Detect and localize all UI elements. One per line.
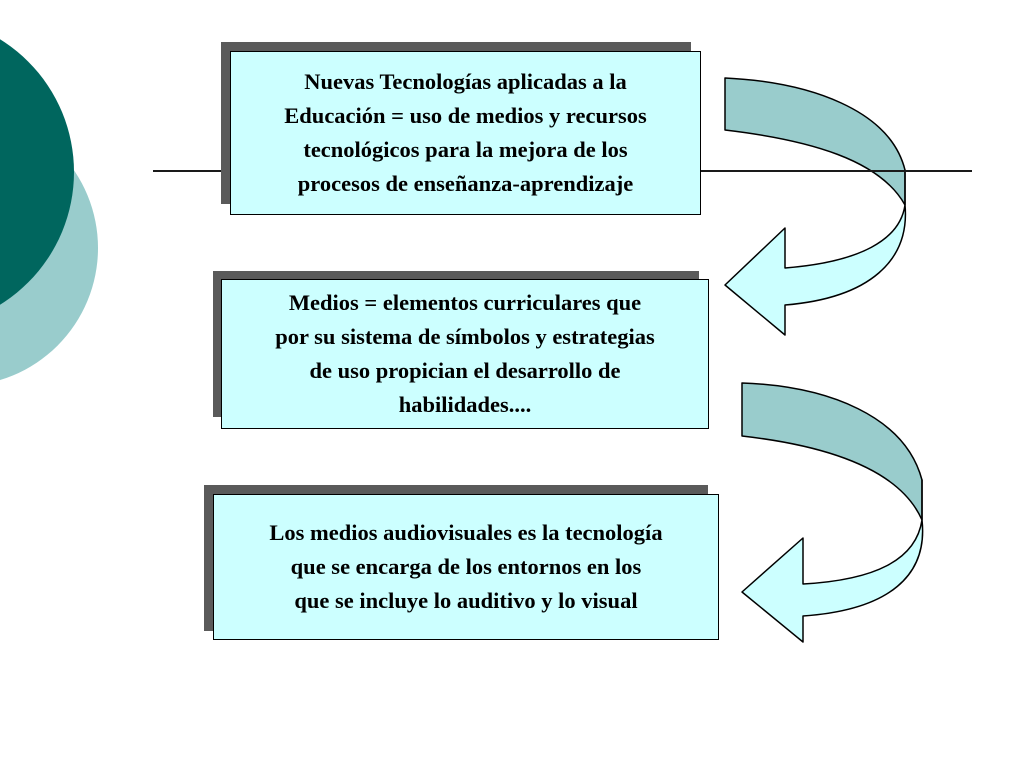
curved-arrow-icon [725, 78, 905, 335]
box-text-panel [221, 279, 709, 429]
box-line: procesos de enseñanza-aprendizaje [297, 171, 634, 196]
box-text-panel [230, 51, 701, 215]
box-line: habilidades.... [398, 392, 532, 417]
box-line: Medios = elementos curriculares que [288, 290, 642, 315]
box-line: por su sistema de símbolos y estrategias [275, 324, 655, 349]
box-line: de uso propician el desarrollo de [309, 358, 621, 383]
box-text-panel [213, 494, 719, 640]
box-line: Educación = uso de medios y recursos [284, 103, 647, 128]
box-line: Los medios audiovisuales es la tecnología [269, 520, 663, 545]
horizontal-rule-right [690, 170, 972, 172]
box-line: Nuevas Tecnologías aplicadas a la [304, 69, 627, 94]
curved-arrow-icon [742, 383, 923, 642]
box-line: que se encarga de los entornos en los [290, 554, 642, 579]
box-line: que se incluye lo auditivo y lo visual [294, 588, 638, 613]
box-line: tecnológicos para la mejora de los [303, 137, 628, 162]
